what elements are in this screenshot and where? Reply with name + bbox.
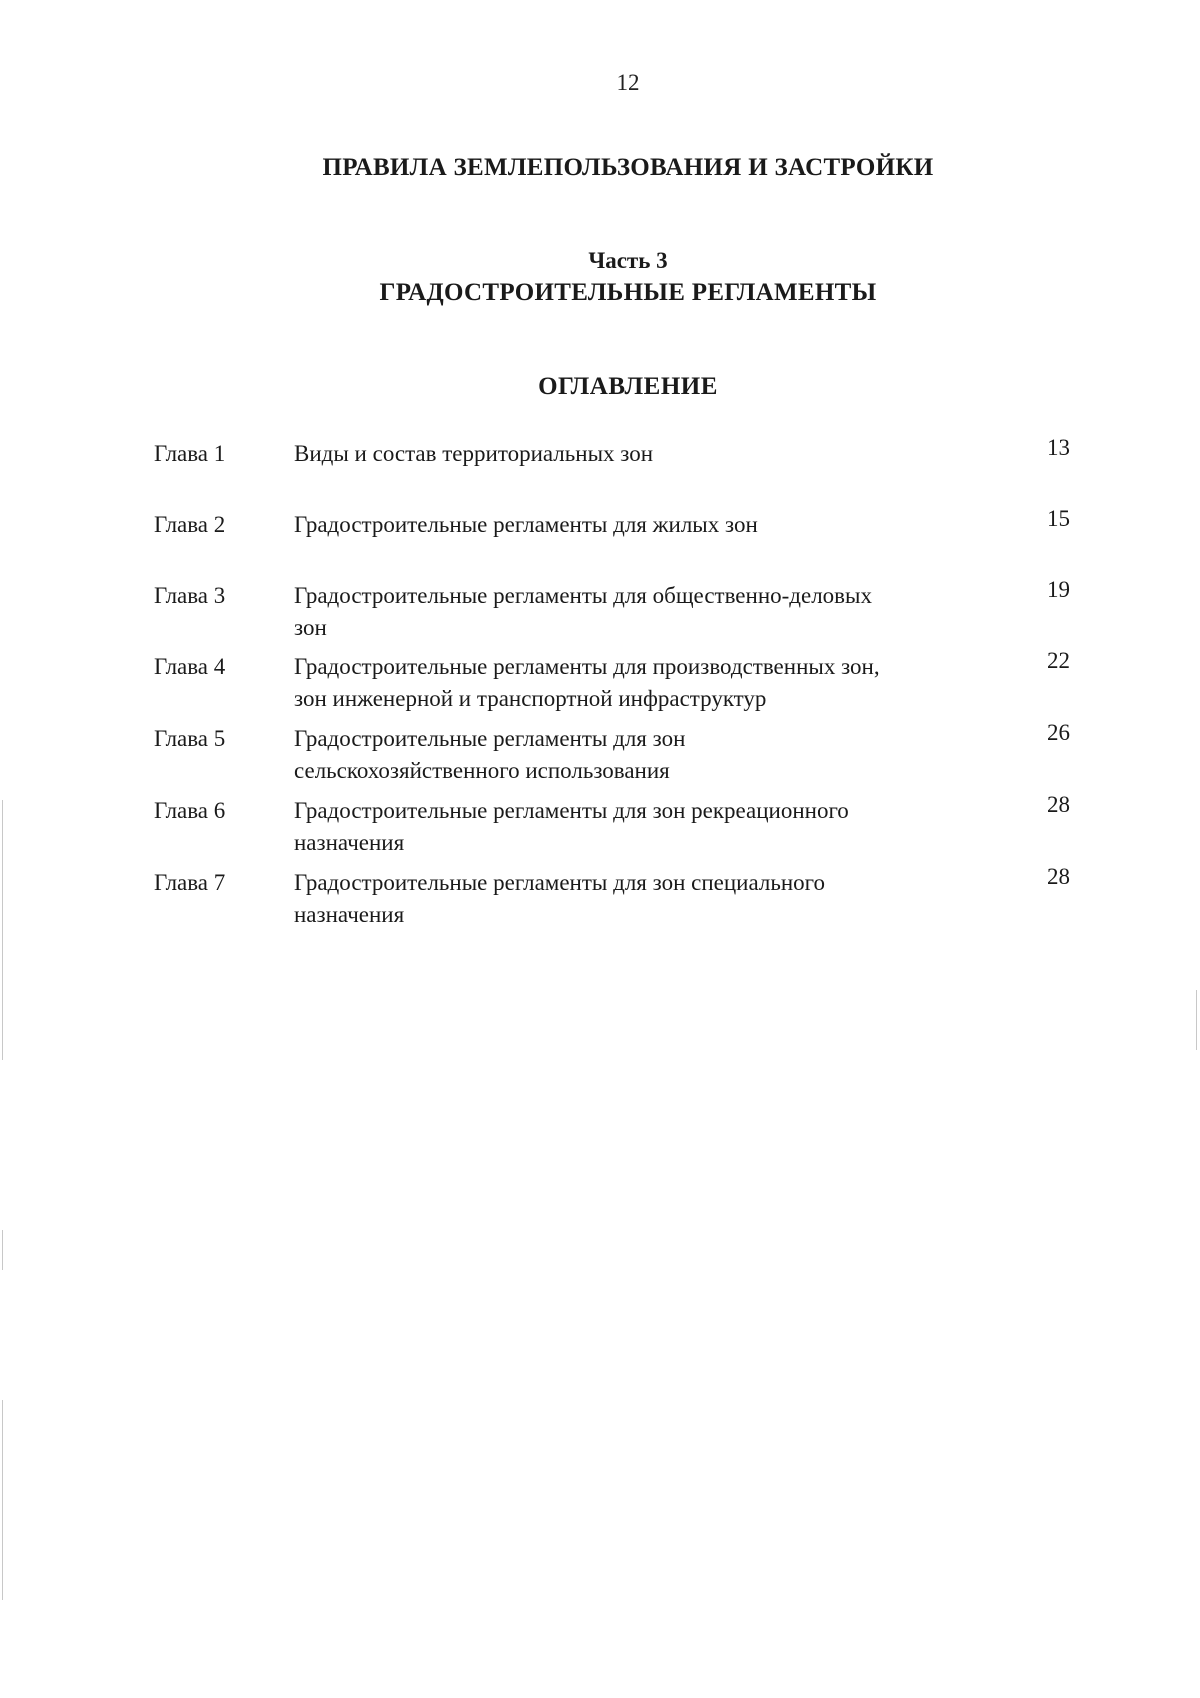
toc-title-line: назначения	[294, 830, 405, 855]
toc-entry-title	[294, 795, 994, 859]
document-title: ПРАВИЛА ЗЕМЛЕПОЛЬЗОВАНИЯ И ЗАСТРОЙКИ	[322, 154, 934, 181]
toc-page-number: 15	[1047, 506, 1070, 531]
toc-entry-title	[294, 723, 994, 787]
toc-title-line: Градостроительные регламенты для зон	[294, 726, 686, 751]
part-label: Часть 3	[588, 248, 668, 273]
toc-chapter-label: Глава 5	[154, 726, 226, 751]
toc-page-number: 22	[1047, 648, 1070, 673]
toc-page-number: 26	[1047, 720, 1070, 745]
toc-chapter-label: Глава 3	[154, 583, 226, 608]
toc-entry-title	[294, 867, 994, 931]
toc-entry-title	[294, 580, 994, 644]
toc-chapter-label: Глава 7	[154, 870, 226, 895]
toc-title-line: зон инженерной и транспортной инфраструктур	[294, 686, 767, 711]
toc-title-line: Градостроительные регламенты для производственных зон,	[294, 654, 880, 679]
toc-title-line: Градостроительные регламенты для зон специального	[294, 870, 826, 895]
scan-edge-mark	[2, 1400, 3, 1600]
toc-title-line: зон	[294, 615, 327, 640]
toc-chapter-label: Глава 1	[154, 441, 226, 466]
page-number: 12	[616, 70, 640, 95]
scan-edge-mark	[2, 1230, 3, 1270]
toc-title-line: Градостроительные регламенты для зон рекреационного	[294, 798, 849, 823]
toc-page-number: 28	[1047, 792, 1070, 817]
toc-entry-title	[294, 509, 994, 541]
toc-title-line: сельскохозяйственного использования	[294, 758, 670, 783]
toc-title-line: Градостроительные регламенты для общественно-деловых	[294, 583, 872, 608]
toc-entry-title	[294, 438, 994, 470]
toc-title-line: назначения	[294, 902, 405, 927]
part-title: ГРАДОСТРОИТЕЛЬНЫЕ РЕГЛАМЕНТЫ	[379, 279, 877, 306]
scan-edge-mark	[2, 800, 3, 1060]
toc-page-number: 13	[1047, 435, 1070, 460]
toc-chapter-label: Глава 2	[154, 512, 226, 537]
toc-title-line: Градостроительные регламенты для жилых зон	[294, 512, 758, 537]
toc-entry-title	[294, 651, 994, 715]
toc-chapter-label: Глава 4	[154, 654, 226, 679]
toc-title-line: Виды и состав территориальных зон	[294, 441, 654, 466]
scan-edge-mark	[1196, 990, 1197, 1050]
toc-page-number: 19	[1047, 577, 1070, 602]
toc-chapter-label: Глава 6	[154, 798, 226, 823]
toc-page-number: 28	[1047, 864, 1070, 889]
toc-heading: ОГЛАВЛЕНИЕ	[538, 373, 718, 400]
